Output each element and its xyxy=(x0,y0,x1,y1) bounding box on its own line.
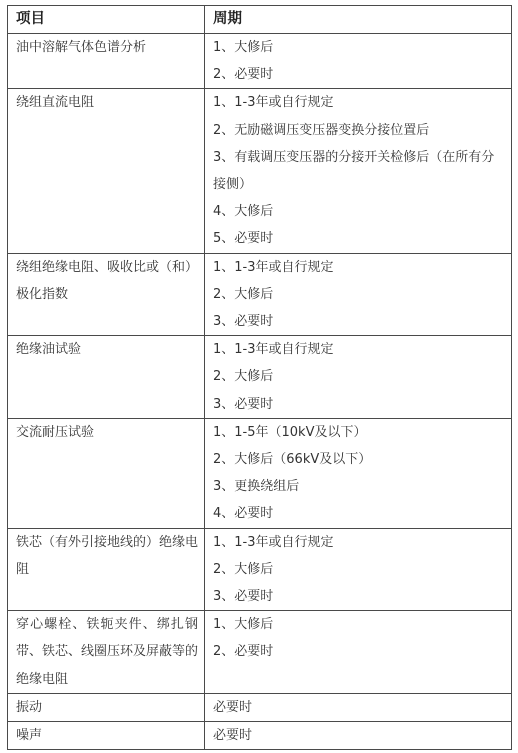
table-row xyxy=(8,89,512,253)
period-line: 2、大修后 xyxy=(213,369,274,385)
period-line: 2、大修后 xyxy=(213,286,274,302)
period-cell xyxy=(205,722,512,750)
item-cell xyxy=(8,528,205,611)
period-cell xyxy=(205,336,512,419)
period-line: 1、大修后 xyxy=(213,617,274,633)
item-cell xyxy=(8,336,205,419)
header-item: 项目 xyxy=(8,6,205,34)
period-cell xyxy=(205,693,512,721)
table-row xyxy=(8,528,512,611)
item-cell xyxy=(8,253,205,336)
item-label: 穿心螺栓、铁轭夹件、绑扎钢带、铁芯、线圈压环及屏蔽等的绝缘电阻 xyxy=(16,617,199,687)
period-cell xyxy=(205,89,512,253)
header-period: 周期 xyxy=(205,6,512,34)
period-cell xyxy=(205,418,512,528)
period-line: 1、1-3年或自行规定 xyxy=(213,342,334,358)
table-row xyxy=(8,611,512,694)
period-cell xyxy=(205,611,512,694)
period-line: 必要时 xyxy=(213,728,253,744)
item-label: 油中溶解气体色谱分析 xyxy=(16,40,147,55)
item-label: 振动 xyxy=(16,699,43,715)
table-row xyxy=(8,722,512,750)
test-period-table xyxy=(7,5,512,750)
period-line: 1、大修后 xyxy=(213,40,274,55)
period-line: 1、1-3年或自行规定 xyxy=(213,259,334,275)
item-cell xyxy=(8,34,205,89)
period-line: 4、必要时 xyxy=(213,506,274,522)
item-cell xyxy=(8,693,205,721)
period-line: 2、无励磁调压变压器变换分接位置后 xyxy=(213,122,430,138)
item-cell xyxy=(8,418,205,528)
item-label: 噪声 xyxy=(16,728,43,744)
item-label: 铁芯（有外引接地线的）绝缘电阻 xyxy=(16,534,199,577)
period-line: 2、必要时 xyxy=(213,67,274,83)
item-cell xyxy=(8,722,205,750)
table-row xyxy=(8,253,512,336)
period-cell xyxy=(205,34,512,89)
period-line: 1、1-3年或自行规定 xyxy=(213,534,334,550)
period-cell xyxy=(205,253,512,336)
item-label: 绕组直流电阻 xyxy=(16,95,95,111)
item-cell xyxy=(8,611,205,694)
period-line: 3、更换绕组后 xyxy=(213,479,300,495)
period-cell xyxy=(205,528,512,611)
table-header-row xyxy=(8,6,512,34)
item-label: 绝缘油试验 xyxy=(16,342,82,358)
item-cell xyxy=(8,89,205,253)
item-label: 绕组绝缘电阻、吸收比或（和）极化指数 xyxy=(16,259,199,302)
period-line: 2、大修后 xyxy=(213,561,274,577)
table-row xyxy=(8,34,512,89)
period-line: 3、必要时 xyxy=(213,589,274,605)
table-row xyxy=(8,418,512,528)
table-row xyxy=(8,693,512,721)
period-line: 3、有载调压变压器的分接开关检修后（在所有分接侧） xyxy=(213,149,495,193)
period-line: 1、1-3年或自行规定 xyxy=(213,95,334,111)
period-line: 2、必要时 xyxy=(213,644,274,660)
period-line: 5、必要时 xyxy=(213,231,274,247)
table-body xyxy=(8,34,512,750)
period-line: 1、1-5年（10kV及以下） xyxy=(213,424,367,440)
period-line: 3、必要时 xyxy=(213,314,274,330)
period-line: 2、大修后（66kV及以下） xyxy=(213,452,372,468)
period-line: 3、必要时 xyxy=(213,396,274,412)
table-row xyxy=(8,336,512,419)
period-line: 4、大修后 xyxy=(213,204,274,220)
period-line: 必要时 xyxy=(213,699,253,715)
item-label: 交流耐压试验 xyxy=(16,424,95,440)
